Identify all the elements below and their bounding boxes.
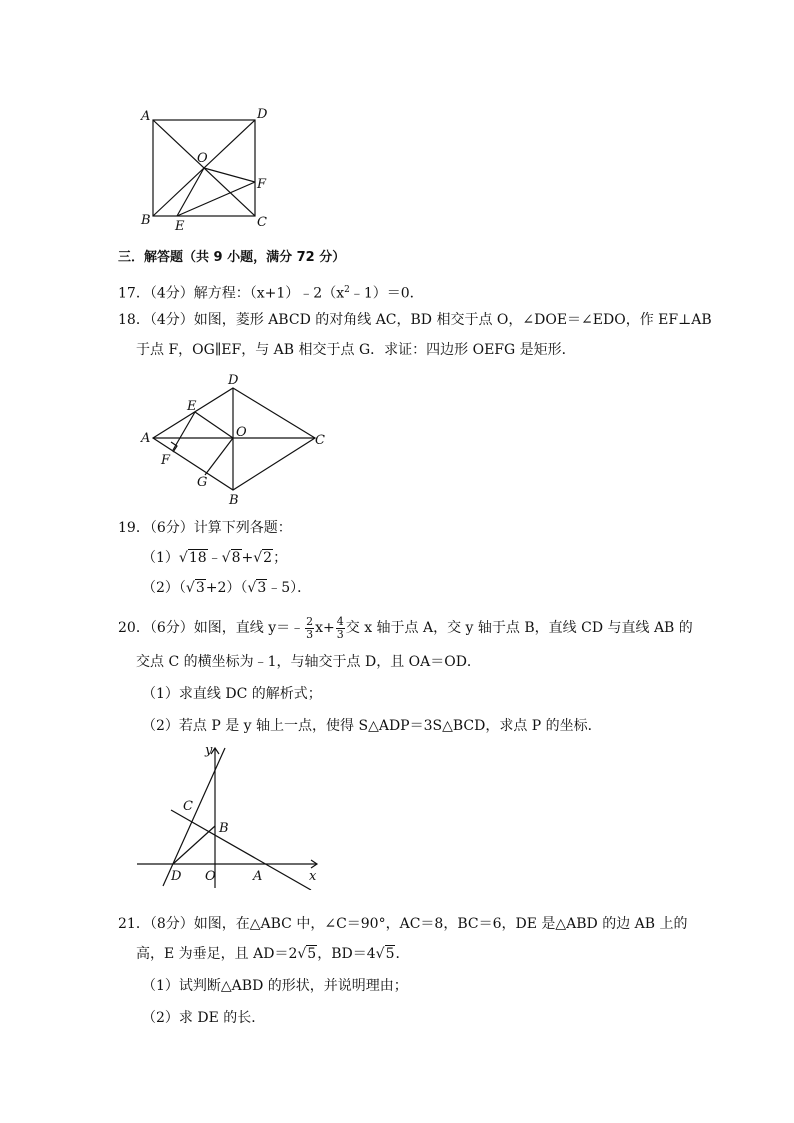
fig3-label-B: B <box>219 821 229 836</box>
question-21-line1 <box>118 914 688 934</box>
q20-part1: （1）求直线 DC 的解析式； <box>142 686 322 702</box>
q20-post: 交 x 轴于点 A，交 y 轴于点 B，直线 CD 与直线 AB 的 <box>345 620 693 636</box>
fig2-label-E: E <box>187 399 197 414</box>
q18-text-line1: 如图，菱形 ABCD 的对角线 AC，BD 相交于点 O，∠DOE＝∠EDO，作 EF⊥AB <box>193 312 712 328</box>
fig1-label-F: F <box>257 177 267 192</box>
fig1-label-E: E <box>175 219 185 234</box>
fig2-label-A: A <box>141 431 151 446</box>
figure-rhombus <box>135 370 335 510</box>
q20-text-line2: 交点 C 的横坐标为﹣1，与轴交于点 D，且 OA＝OD． <box>136 654 481 670</box>
fig2-label-D: D <box>228 373 239 388</box>
fig3-label-y: y <box>205 743 213 758</box>
fig2-label-G: G <box>197 475 208 490</box>
q19-p2-label: （2） <box>142 580 179 596</box>
q19-p2-radicand2: 3 <box>257 580 267 596</box>
fig3-label-A: A <box>253 869 263 884</box>
q20-number: 20． <box>118 620 150 636</box>
fig1-label-C: C <box>257 215 267 230</box>
q21-line2a: 高，E 为垂足，且 AD＝2 <box>136 946 298 962</box>
fig1-label-D: D <box>257 107 268 122</box>
q20-f2-denominator: 3 <box>336 627 344 641</box>
q21-line2b: ，BD＝4 <box>317 946 376 962</box>
q20-fraction1 <box>305 616 314 641</box>
q21-score: （8分） <box>149 916 194 932</box>
q18-score: （4分） <box>149 312 194 328</box>
q19-p2-open2: （ <box>240 580 248 596</box>
q19-p1-label: （1） <box>142 550 179 566</box>
question-17 <box>118 280 424 304</box>
q21-radicand2: 5 <box>385 946 395 962</box>
q17-score: （4分） <box>149 285 194 302</box>
figure-square <box>135 104 275 234</box>
q21-radicand1: 5 <box>307 946 317 962</box>
q20-fraction2 <box>336 616 345 641</box>
q17-text: 解方程：（x+1）﹣2（x <box>193 285 345 302</box>
q17-text2: ﹣1）＝0． <box>349 285 424 302</box>
q19-p1-plus: + <box>241 550 254 566</box>
fig3-label-C: C <box>183 799 193 814</box>
section-heading: 三．解答题（共 9 小题，满分 72 分） <box>118 250 346 265</box>
figure-coordinate-plane <box>135 740 335 890</box>
q19-p1-radicand1: 18 <box>188 550 207 566</box>
q20-mid: x+ <box>315 620 335 636</box>
q19-score: （6分） <box>149 520 194 536</box>
q19-part1: （1）√18﹣√8+√2； <box>142 550 288 566</box>
q19-p1-minus: ﹣ <box>207 550 222 566</box>
q17-number: 17． <box>118 285 150 302</box>
fig3-label-O: O <box>205 869 216 884</box>
fig1-label-B: B <box>141 213 151 228</box>
fig3-label-D: D <box>171 869 182 884</box>
q18-text-line2: 于点 F，OG∥EF，与 AB 相交于点 G．求证：四边形 OEFG 是矩形． <box>136 342 576 358</box>
question-19 <box>118 518 292 538</box>
q17-superscript: 2 <box>344 285 350 295</box>
q20-f2-numerator: 4 <box>336 614 344 628</box>
q19-part2: （2）（√3+2）（√3﹣5）． <box>142 580 312 596</box>
q18-number: 18． <box>118 312 150 328</box>
q19-p2-rest2: ﹣5）． <box>267 580 312 596</box>
q21-line2c: ． <box>395 946 410 962</box>
q21-part2: （2）求 DE 的长． <box>142 1010 266 1026</box>
q19-text: 计算下列各题： <box>193 520 292 536</box>
q20-f1-numerator: 2 <box>306 614 314 628</box>
q19-p1-radicand3: 2 <box>263 550 273 566</box>
q21-text-line2: 高，E 为垂足，且 AD＝2√5，BD＝4√5． <box>136 946 410 962</box>
q19-p1-radicand2: 8 <box>231 550 241 566</box>
fig2-label-O: O <box>236 425 247 440</box>
fig3-label-x: x <box>309 869 317 884</box>
q21-part1: （1）试判断△ABD 的形状，并说明理由； <box>142 978 408 994</box>
q19-p2-open1: （ <box>178 580 186 596</box>
q19-number: 19． <box>118 520 150 536</box>
question-18-line1 <box>118 310 712 330</box>
q21-number: 21． <box>118 916 150 932</box>
question-20-line1 <box>118 614 693 642</box>
fig1-label-A: A <box>141 109 151 124</box>
fig2-label-C: C <box>315 433 325 448</box>
q20-score: （6分） <box>149 620 194 636</box>
q19-p2-rest1: +2） <box>205 580 241 596</box>
q20-f1-denominator: 3 <box>306 627 314 641</box>
q21-text-line1: 如图，在△ABC 中，∠C＝90°，AC＝8，BC＝6，DE 是△ABD 的边 AB 上的 <box>193 916 688 932</box>
q19-p2-radicand1: 3 <box>195 580 205 596</box>
fig2-label-F: F <box>161 453 171 468</box>
q19-p1-end: ； <box>273 550 288 566</box>
fig1-label-O: O <box>197 151 208 166</box>
q20-pre: 如图，直线 y＝﹣ <box>193 620 305 636</box>
fig2-label-B: B <box>229 493 239 508</box>
q20-part2: （2）若点 P 是 y 轴上一点，使得 S△ADP＝3S△BCD，求点 P 的坐标． <box>142 718 602 734</box>
